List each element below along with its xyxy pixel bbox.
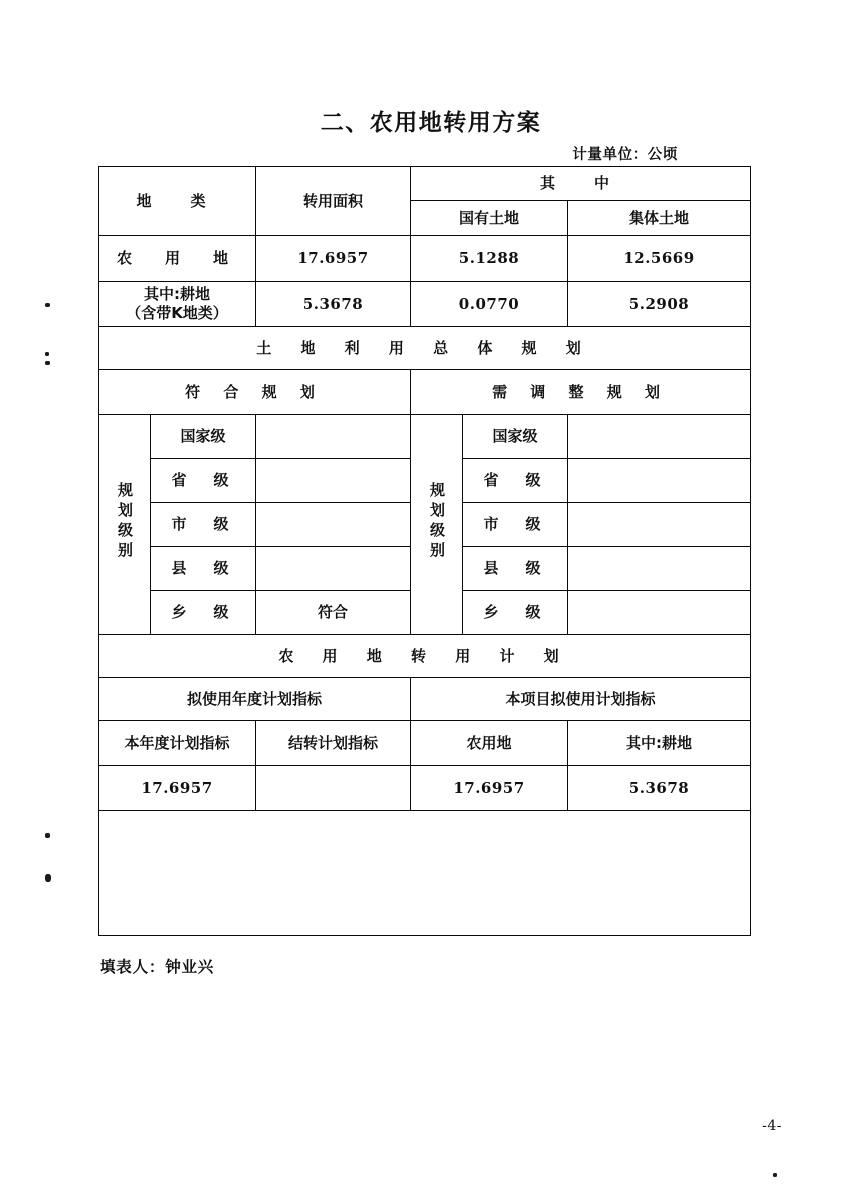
vlabel-plan-level-right-text: 规划级别 [428,482,447,563]
cell-cultivated-collective: 5.2908 [568,282,751,327]
value-current-year-quota: 17.6957 [99,766,256,811]
plan-level-name-left-4: 乡 级 [151,591,256,635]
cell-agricultural-converted-area: 17.6957 [256,236,411,282]
value-carryover-quota [256,766,411,811]
farmland-conversion-table [98,166,751,936]
table-row [99,282,751,327]
section-band-conversion-plan [99,635,751,678]
scan-artifact [45,352,49,356]
value-agricultural-land: 17.6957 [411,766,568,811]
band-title-conversion-plan: 农 用 地 转 用 计 划 [99,635,751,678]
group-annual-plan-quota: 拟使用年度计划指标 [99,678,411,721]
col-agricultural-land: 农用地 [411,721,568,766]
notes-cell [99,811,751,936]
plan-level-name-right-1: 省 级 [463,459,568,503]
vlabel-plan-level-left-text: 规划级别 [116,482,134,563]
plan-level-name-right-0: 国家级 [463,415,568,459]
plan-level-value-left-3 [256,547,411,591]
header-land-type: 地 类 [99,167,256,236]
subheader-conforms-to-plan: 符 合 规 划 [99,370,411,415]
notes-row [99,811,751,936]
plan-level-name-right-3: 县 级 [463,547,568,591]
header-converted-area: 转用面积 [256,167,411,236]
measurement-unit-note: 计量单位：公顷 [572,147,678,163]
plan-level-value-right-0 [568,415,751,459]
plan-level-name-left-3: 县 级 [151,547,256,591]
row-label-cultivated-land [99,282,256,327]
value-among-which-cultivated: 5.3678 [568,766,751,811]
col-among-which-cultivated: 其中:耕地 [568,721,751,766]
plan-level-value-left-4: 符合 [256,591,411,635]
conversion-plan-header-row [99,721,751,766]
plan-level-value-right-4 [568,591,751,635]
plan-level-value-left-2 [256,503,411,547]
scan-artifact [45,303,50,307]
table-header-row-1 [99,167,751,201]
group-project-plan-quota: 本项目拟使用计划指标 [411,678,751,721]
row-label-cultivated-line2: （含带K地类） [126,304,228,322]
plan-level-value-right-1 [568,459,751,503]
conversion-plan-table-wrapper [98,166,750,936]
cell-cultivated-converted-area: 5.3678 [256,282,411,327]
plan-level-value-right-2 [568,503,751,547]
col-current-year-quota: 本年度计划指标 [99,721,256,766]
conversion-plan-value-row [99,766,751,811]
cell-cultivated-state-owned: 0.0770 [411,282,568,327]
col-carryover-quota: 结转计划指标 [256,721,411,766]
header-among-which: 其 中 [411,167,751,201]
subheader-needs-plan-adjustment: 需 调 整 规 划 [411,370,751,415]
scan-artifact [45,833,50,838]
plan-level-value-left-1 [256,459,411,503]
plan-level-row [99,415,751,459]
header-collective-land: 集体土地 [568,201,751,236]
conversion-plan-group-row [99,678,751,721]
filled-by-label: 填表人：钟业兴 [100,958,215,976]
vlabel-plan-level-left [99,415,151,635]
vlabel-plan-level-right [411,415,463,635]
plan-level-name-left-2: 市 级 [151,503,256,547]
plan-level-name-right-2: 市 级 [463,503,568,547]
overall-plan-subheader-row [99,370,751,415]
plan-level-name-left-0: 国家级 [151,415,256,459]
row-label-agricultural-land: 农 用 地 [99,236,256,282]
band-title-overall-plan: 土 地 利 用 总 体 规 划 [99,327,751,370]
row-label-cultivated-line1: 其中:耕地 [144,285,210,304]
plan-level-value-left-0 [256,415,411,459]
cell-agricultural-collective: 12.5669 [568,236,751,282]
table-row [99,236,751,282]
plan-level-value-right-3 [568,547,751,591]
plan-level-name-right-4: 乡 级 [463,591,568,635]
page-number: -4- [762,1118,782,1134]
scan-artifact [773,1173,777,1177]
section-band-overall-plan [99,327,751,370]
scan-artifact [45,361,50,365]
cell-agricultural-state-owned: 5.1288 [411,236,568,282]
scan-artifact [45,874,51,882]
header-state-owned-land: 国有土地 [411,201,568,236]
plan-level-name-left-1: 省 级 [151,459,256,503]
page-title: 二、农用地转用方案 [320,110,542,136]
